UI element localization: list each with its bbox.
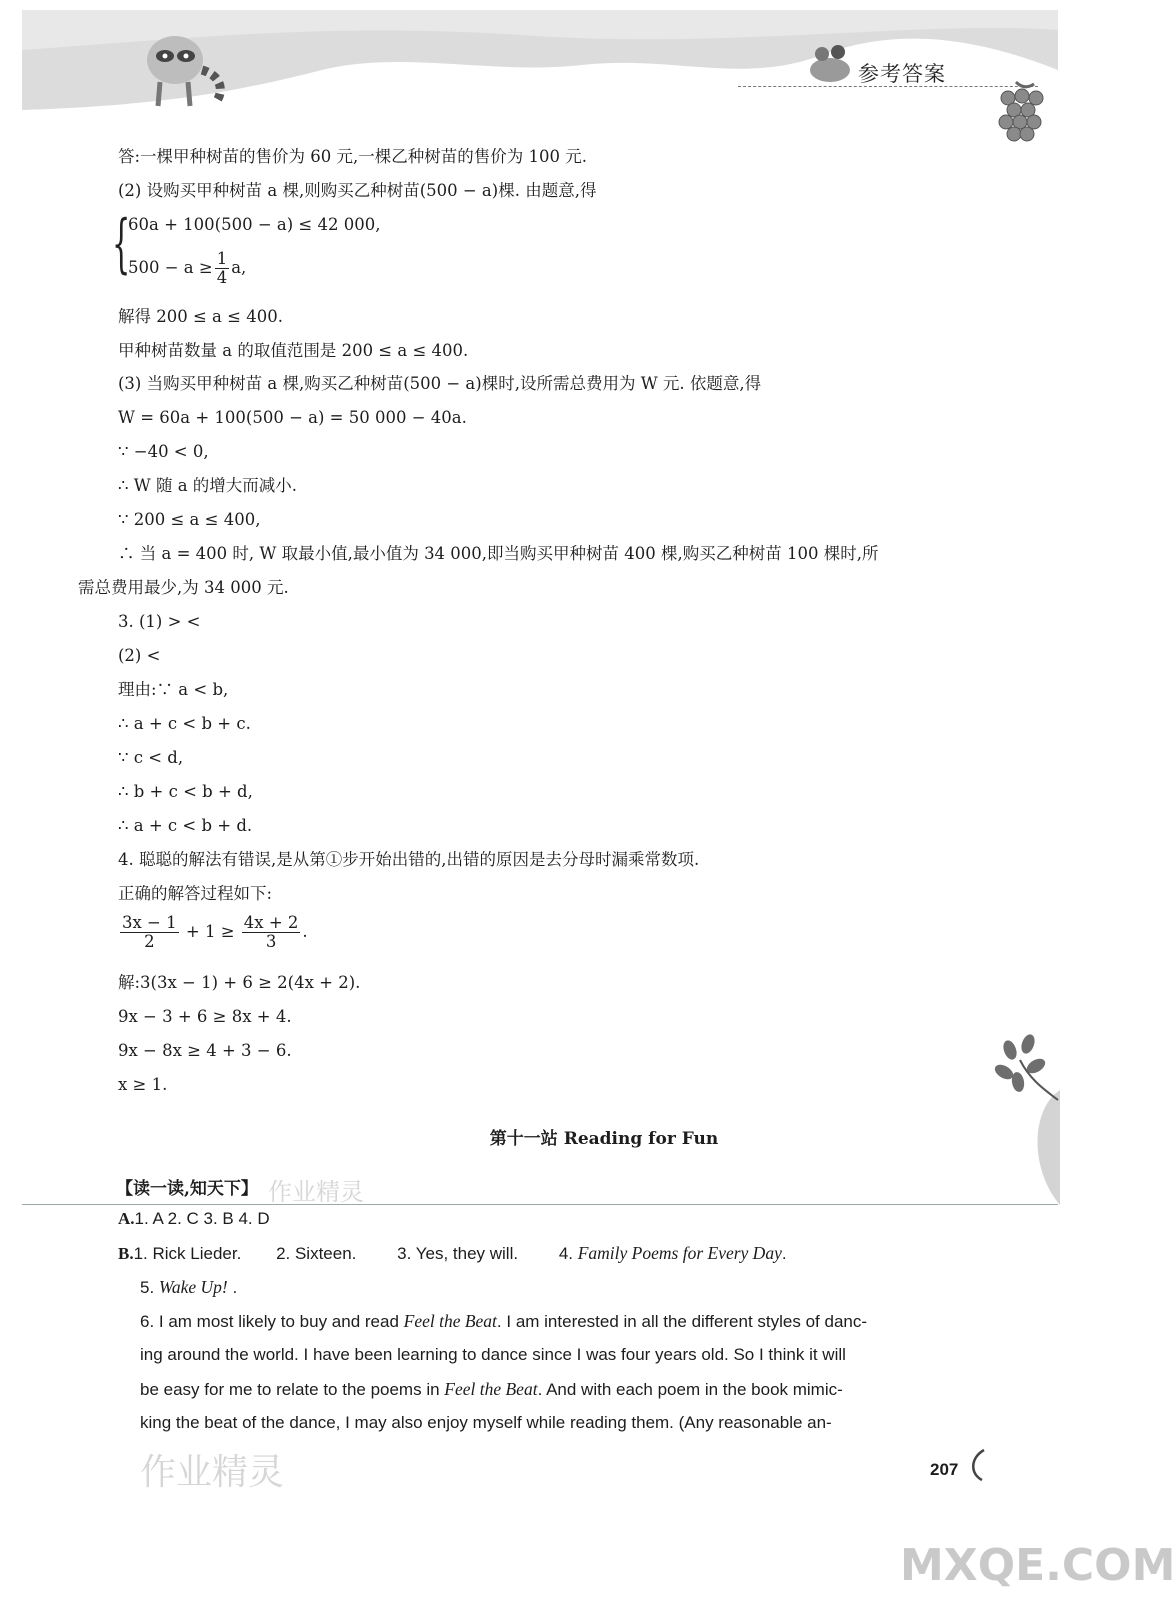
watermark-bottom: 作业精灵 bbox=[140, 1452, 285, 1493]
fraction-quarter: $\frac{1}{4}$ bbox=[216, 249, 228, 287]
answers-part-a: A.1. A 2. C 3. B 4. D bbox=[118, 1209, 270, 1228]
answer-line-27: x ≥ 1. bbox=[118, 1075, 168, 1094]
answer-line-8: W = 60a + 100(500 − a) = 50 000 − 40a. bbox=[118, 408, 467, 427]
leaf-branch-icon bbox=[990, 1030, 1060, 1210]
answer-line-22: 正确的解答过程如下: bbox=[118, 884, 273, 903]
answer-line-25: 9x − 3 + 6 ≥ 8x + 4. bbox=[118, 1007, 292, 1026]
answer-line-12: ∴ 当 a = 400 时, W 取最小值,最小值为 34 000,即当购买甲种树苗 400 棵,购买乙种树苗 100 棵时,所 bbox=[118, 544, 879, 563]
answer-b5: 5. Wake Up! . bbox=[140, 1277, 238, 1297]
leaf-curl-icon bbox=[966, 1448, 996, 1482]
system-inequality-1: 60a + 100(500 − a) ≤ 42 000, bbox=[128, 215, 381, 234]
subsection-title: 【读一读,知天下】 bbox=[116, 1179, 258, 1199]
answer-line-21: 4. 聪聪的解法有错误,是从第①步开始出错的,出错的原因是去分母时漏乘常数项. bbox=[118, 850, 700, 869]
paragraph-line-3: be easy for me to relate to the poems in Feel the Beat. And with each poem in the book mimic- bbox=[140, 1379, 843, 1399]
answer-line-11: ∵ 200 ≤ a ≤ 400, bbox=[118, 510, 261, 529]
page-number: 207 bbox=[930, 1460, 959, 1479]
answer-line-20: ∴ a + c < b + d. bbox=[118, 816, 253, 835]
answer-line-9: ∵ −40 < 0, bbox=[118, 442, 209, 461]
raccoon-mascot-icon bbox=[130, 20, 230, 110]
answer-line-16: 理由:∵ a < b, bbox=[118, 680, 229, 699]
answer-line-10: ∴ W 随 a 的增大而减小. bbox=[118, 476, 298, 495]
paragraph-line-4: king the beat of the dance, I may also enjoy myself while reading them. (Any reasonable an- bbox=[140, 1413, 832, 1432]
answer-line-6: 甲种树苗数量 a 的取值范围是 200 ≤ a ≤ 400. bbox=[118, 341, 469, 360]
answer-line-26: 9x − 8x ≥ 4 + 3 − 6. bbox=[118, 1041, 292, 1060]
header-title: 参考答案 bbox=[858, 62, 946, 86]
answer-line-2: (2) 设购买甲种树苗 a 棵,则购买乙种树苗(500 − a)棵. 由题意,得 bbox=[118, 181, 597, 200]
section-divider bbox=[22, 1204, 1058, 1205]
paragraph-line-1: 6. I am most likely to buy and read Feel the Beat. I am interested in all the different styles of danc- bbox=[140, 1311, 868, 1331]
paragraph-line-2: ing around the world. I have been learning to dance since I was four years old. So I think it will bbox=[140, 1345, 846, 1364]
answer-line-18: ∵ c < d, bbox=[118, 748, 184, 767]
answer-line-7: (3) 当购买甲种树苗 a 棵,购买乙种树苗(500 − a)棵时,设所需总费用为 W 元. 依题意,得 bbox=[118, 374, 762, 393]
answer-line-24: 解:3(3x − 1) + 6 ≥ 2(4x + 2). bbox=[118, 973, 361, 992]
answer-line-15: (2) < bbox=[118, 646, 161, 665]
answer-line-17: ∴ a + c < b + c. bbox=[118, 714, 251, 733]
grape-icon bbox=[992, 78, 1048, 150]
section-title: 第十一站 Reading for Fun bbox=[489, 1129, 719, 1149]
watermark-site: MXQE.COM bbox=[900, 1540, 1175, 1591]
answer-line-13: 需总费用最少,为 34 000 元. bbox=[78, 578, 289, 597]
system-brace: { bbox=[112, 207, 131, 281]
answer-line-14: 3. (1) > < bbox=[118, 612, 201, 631]
watermark-top: 作业精灵 bbox=[268, 1178, 364, 1206]
inequality-with-fractions: $\frac{3x - 1}{2}$ + 1 ≥ $\frac{4x + 2}{3}$ . bbox=[122, 913, 308, 951]
children-reading-icon bbox=[806, 40, 854, 84]
answers-part-b: B.1. Rick Lieder. 2. Sixteen. 3. Yes, they will. 4. Family Poems for Every Day. bbox=[118, 1243, 787, 1263]
answer-line-1: 答:一棵甲种树苗的售价为 60 元,一棵乙种树苗的售价为 100 元. bbox=[118, 147, 588, 166]
answer-line-19: ∴ b + c < b + d, bbox=[118, 782, 253, 801]
answer-line-5: 解得 200 ≤ a ≤ 400. bbox=[118, 307, 283, 326]
system-inequality-2: 500 − a ≥ $\frac{1}{4}$ a, bbox=[128, 249, 247, 287]
